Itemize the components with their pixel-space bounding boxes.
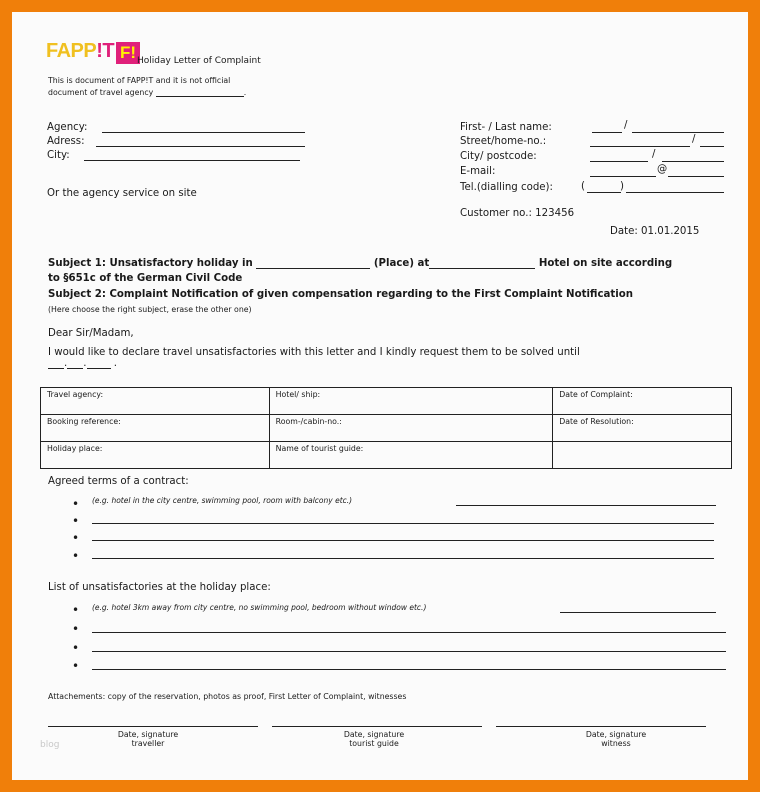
until-suffix: . (113, 358, 117, 369)
signature-caption-line1: Date, signature (585, 730, 647, 739)
tel-number-field[interactable] (626, 192, 724, 193)
table-cell[interactable] (553, 442, 732, 469)
subject-1-line-2: to §651c of the German Civil Code (48, 273, 243, 284)
table-row (41, 442, 732, 469)
table-cell[interactable]: Hotel/ ship: (269, 388, 553, 415)
subject-1-hotel: Hotel on site according (538, 258, 673, 269)
disclaimer-text: document of travel agency (48, 88, 154, 97)
contract-heading: Agreed terms of a contract: (48, 476, 189, 487)
table-cell[interactable]: Name of tourist guide: (269, 442, 553, 469)
disclaimer-line-2 (48, 88, 246, 97)
signature-caption-line1: Date, signature (343, 730, 405, 739)
contract-item-1-field[interactable] (456, 505, 716, 506)
watermark: blog (40, 740, 60, 750)
attachments-text: Attachements: copy of the reservation, photos as proof, First Letter of Complaint, witnesses (48, 692, 407, 701)
table-cell[interactable]: Date of Resolution: (553, 415, 732, 442)
bullet-icon: • (72, 497, 80, 511)
name-label: First- / Last name: (460, 122, 552, 133)
fappit-logo (46, 40, 114, 63)
contract-item-3-field[interactable] (92, 540, 714, 541)
table-cell[interactable]: Date of Complaint: (553, 388, 732, 415)
address-field[interactable] (96, 146, 305, 147)
until-month-field[interactable] (67, 368, 83, 369)
signature-traveller-field[interactable] (48, 726, 258, 727)
bullet-icon: • (72, 549, 80, 563)
document-title: Holiday Letter of Complaint (137, 56, 261, 66)
unsatisfactories-heading: List of unsatisfactories at the holiday place: (48, 582, 271, 593)
unsatisfactories-example: (e.g. hotel 3km away from city centre, no swimming pool, bedroom without window etc.) (92, 603, 427, 612)
agency-blank[interactable] (156, 96, 244, 97)
dialling-code-field[interactable] (587, 192, 621, 193)
city-slash: / (652, 149, 656, 160)
last-name-field[interactable] (632, 132, 724, 133)
date (610, 226, 699, 237)
unsat-item-2-field[interactable] (92, 632, 726, 633)
email-user-field[interactable] (590, 176, 656, 177)
signature-caption-line2: witness (601, 739, 631, 748)
disclaimer-line-1: This is document of FAPP!T and it is not official (48, 76, 231, 85)
name-slash: / (624, 120, 628, 131)
bullet-icon: • (72, 603, 80, 617)
date-value: 01.01.2015 (641, 226, 700, 237)
logo-text-part2: !T (96, 40, 115, 62)
signature-caption-witness (536, 730, 696, 748)
until-year-field[interactable] (87, 368, 111, 369)
place-field[interactable] (256, 268, 370, 269)
city-postcode-label: City/ postcode: (460, 151, 537, 162)
date-label: Date: (610, 226, 638, 237)
greeting: Dear Sir/Madam, (48, 328, 134, 339)
unsat-item-1-field[interactable] (560, 612, 716, 613)
table-row (41, 388, 732, 415)
address-label: Adress: (47, 136, 85, 147)
table-row (41, 415, 732, 442)
table-cell[interactable]: Travel agency: (41, 388, 270, 415)
subject-2: Subject 2: Complaint Notification of given compensation regarding to the First Complaint Notification (48, 289, 634, 300)
signature-caption-line1: Date, signature (117, 730, 179, 739)
email-label: E-mail: (460, 166, 496, 177)
tel-paren-open: ( (581, 181, 585, 192)
signature-caption-line2: traveller (131, 739, 165, 748)
agency-onsite-text: Or the agency service on site (47, 188, 197, 199)
table-cell[interactable]: Booking reference: (41, 415, 270, 442)
unsat-item-4-field[interactable] (92, 669, 726, 670)
customer-no-label: Customer no.: (460, 208, 532, 219)
signature-caption-line2: tourist guide (349, 739, 399, 748)
contract-example: (e.g. hotel in the city centre, swimming pool, room with balcony etc.) (92, 496, 353, 505)
bullet-icon: • (72, 622, 80, 636)
customer-no-value: 123456 (535, 208, 575, 219)
email-domain-field[interactable] (668, 176, 724, 177)
bullet-icon: • (72, 641, 80, 655)
subject-1-line-1 (48, 258, 672, 269)
signature-caption-guide (294, 730, 454, 748)
subject-1-place: (Place) at (373, 258, 430, 269)
document-page (12, 12, 748, 780)
first-name-field[interactable] (592, 132, 622, 133)
customer-city-field[interactable] (590, 161, 648, 162)
agency-label: Agency: (47, 122, 88, 133)
unsat-item-3-field[interactable] (92, 651, 726, 652)
tel-label: Tel.(dialling code): (460, 182, 553, 193)
city-label: City: (47, 150, 70, 161)
postcode-field[interactable] (662, 161, 724, 162)
contract-item-4-field[interactable] (92, 558, 714, 559)
hotel-field[interactable] (429, 268, 535, 269)
street-field[interactable] (590, 146, 690, 147)
city-field[interactable] (84, 160, 300, 161)
tel-paren-close: ) (620, 181, 624, 192)
disclaimer-end: . (243, 88, 247, 97)
until-date: . . . (48, 358, 117, 369)
agency-field[interactable] (102, 132, 305, 133)
table-cell[interactable]: Holiday place: (41, 442, 270, 469)
signature-witness-field[interactable] (496, 726, 706, 727)
choose-subject-note: (Here choose the right subject, erase the other one) (48, 305, 252, 314)
booking-info-table (40, 387, 732, 469)
email-at: @ (657, 164, 668, 175)
signature-caption-traveller (68, 730, 228, 748)
house-no-field[interactable] (700, 146, 724, 147)
logo-text-part1: FAPP (46, 40, 97, 62)
signature-guide-field[interactable] (272, 726, 482, 727)
table-cell[interactable]: Room-/cabin-no.: (269, 415, 553, 442)
contract-item-2-field[interactable] (92, 523, 714, 524)
subject-1-text: Subject 1: Unsatisfactory holiday in (48, 258, 253, 269)
bullet-icon: • (72, 659, 80, 673)
bullet-icon: • (72, 514, 80, 528)
until-day-field[interactable] (48, 368, 64, 369)
logo-badge: F! (116, 42, 140, 64)
street-label: Street/home-no.: (460, 136, 547, 147)
letter-body: I would like to declare travel unsatisfactories with this letter and I kindly request them to be solved until (48, 347, 580, 358)
customer-no (460, 208, 574, 219)
street-slash: / (692, 134, 696, 145)
bullet-icon: • (72, 531, 80, 545)
